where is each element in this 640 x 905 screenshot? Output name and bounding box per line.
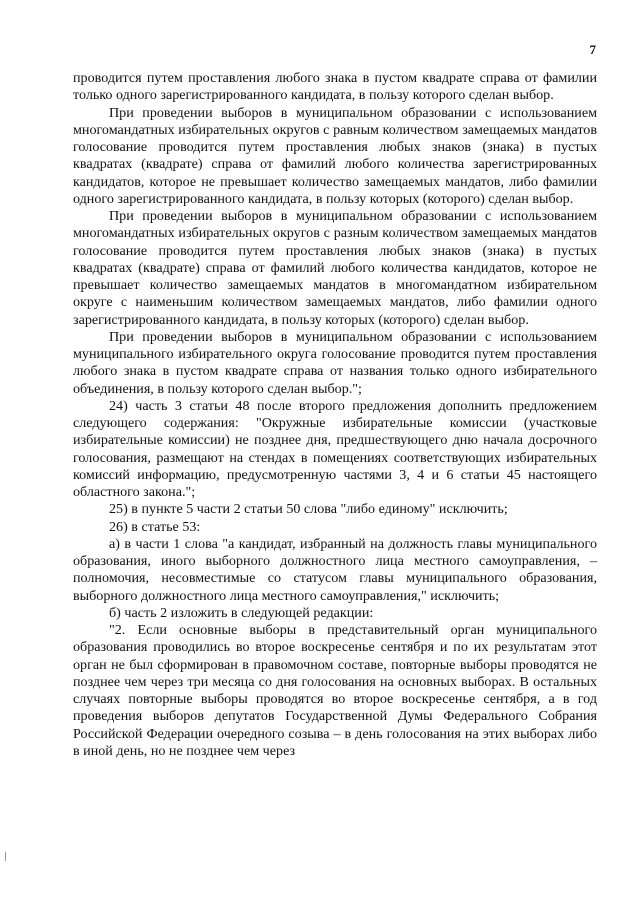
paragraph: При проведении выборов в муниципальном образовании с использованием многомандатных избирательных округов с разным количеством замещаемых мандатов голосование проводится путем проставления любых знаков (знака) в пустых квадратах (квадрате) справа от фамилий любого количества кандидатов, которое не превышает количество замещаемых мандатов в многомандатном избирательном округе с наименьшим количеством замещаемых мандатов, либо фамилии одного зарегистрированного кандидата, в пользу которых (которого) сделан выбор.	[73, 208, 597, 328]
paragraph: а) в части 1 слова "а кандидат, избранный на должность главы муниципального образования, иного выборного должностного лица местного самоуправления, – полномочия, несовместимые со статусом главы муниципального образования, выборного должностного лица местного самоуправления," исключить;	[73, 535, 597, 604]
paragraph: "2. Если основные выборы в представительный орган муниципального образования проводились во второе воскресенье сентября и по их результатам этот орган не был сформирован в правомочном составе, повторные выборы проводятся не позднее чем через три месяца со дня голосования на основных выборах. В остальных случаях повторные выборы проводятся во второе воскресенье сентября, а в год проведения выборов депутатов Государственной Думы Федерального Собрания Российской Федерации очередного созыва – в день голосования на этих выборах либо в иной день, но не позднее чем через	[73, 622, 597, 759]
paragraph: При проведении выборов в муниципальном образовании с использованием многомандатных избирательных округов с равным количеством замещаемых мандатов голосование проводится путем проставления любых знаков (знака) в пустых квадратах (квадрате) справа от фамилий любого количества зарегистрированных кандидатов, которое не превышает количество замещаемых мандатов, либо фамилии одного зарегистрированного кандидата, в пользу которых (которого) сделан выбор.	[73, 104, 597, 207]
paragraph: При проведении выборов в муниципальном образовании с использованием муниципального избирательного округа голосование проводится путем проставления любого знака в пустом квадрате справа от названия только одного избирательного объединения, в пользу которого сделан выбор.";	[73, 328, 597, 397]
paragraph: проводится путем проставления любого знака в пустом квадрате справа от фамилии только одного зарегистрированного кандидата, в пользу которого сделан выбор.	[73, 70, 597, 104]
paragraph: 24) часть 3 статьи 48 после второго предложения дополнить предложением следующего содержания: "Окружные избирательные комиссии (участковые избирательные комиссии) не позднее дня, предшествующего дню начала досрочного голосования, размещают на стендах в помещениях соответствующих избирательных комиссий информацию, предусмотренную частями 3, 4 и 6 статьи 45 настоящего областного закона.";	[73, 397, 597, 500]
paragraph: 26) в статье 53:	[109, 518, 201, 535]
paragraph: б) часть 2 изложить в следующей редакции:	[109, 604, 374, 621]
paragraph: 25) в пункте 5 части 2 статьи 50 слова "либо единому" исключить;	[109, 501, 508, 518]
page-number: 7	[589, 42, 596, 57]
margin-mark	[5, 852, 6, 861]
document-body	[73, 70, 597, 760]
